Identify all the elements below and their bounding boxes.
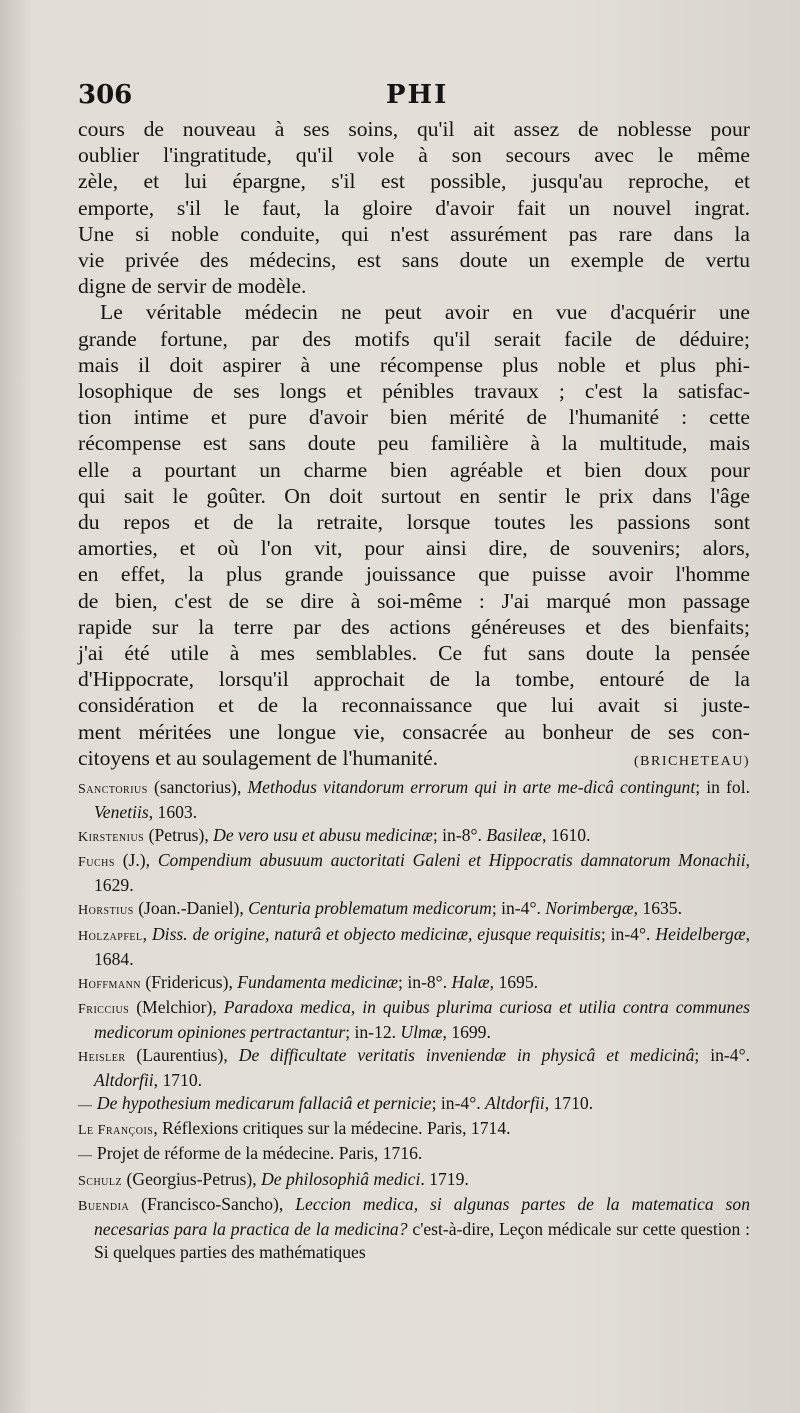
bibliography-entry: [78, 897, 750, 922]
entry-date: 1719.: [429, 1168, 469, 1189]
entry-details: ; in-4°.: [694, 1045, 751, 1066]
bibliography-entry: [78, 923, 750, 971]
entry-date: , 1635.: [633, 898, 682, 919]
entry-place: Altdorfii: [94, 1070, 154, 1091]
entry-author: Horstius: [78, 903, 134, 919]
text-line: mais il doit aspirer à une récompense plus noble et plus phi-: [78, 352, 750, 377]
entry-details: ; in-8°.: [398, 971, 452, 992]
bibliography-entry: [78, 1168, 750, 1193]
entry-place: Norimbergæ: [545, 898, 634, 919]
entry-author-detail: (J.),: [114, 850, 158, 871]
entry-details: .: [420, 1168, 430, 1189]
text-line: oublier l'ingratitude, qu'il vole à son secours avec le même: [78, 143, 750, 168]
entry-date: , 1699.: [442, 1021, 491, 1042]
entry-author: Sanctorius: [78, 782, 148, 797]
text-line: d'Hippocrate, lorsqu'il approchait de la tombe, entouré de la: [78, 667, 750, 692]
entry-title: De hypothesium medicarum fallaciâ et pernicie: [96, 1093, 432, 1114]
entry-details: ; in-4°.: [491, 898, 546, 919]
entry-details: ; in fol.: [695, 777, 750, 797]
text-line: Le véritable médecin ne peut avoir en vue d'acquérir une: [100, 300, 750, 325]
text-line: vie privée des médecins, est sans doute un exemple de vertu: [78, 248, 750, 273]
entry-author-detail: (Georgius-Petrus),: [122, 1168, 262, 1189]
entry-title: Fundamenta medicinæ: [237, 971, 399, 992]
entry-author: Hoffmann: [78, 976, 142, 992]
entry-details: Projet de réforme de la médecine. Paris, 1716.: [96, 1143, 423, 1164]
text-line: elle a pourtant un charme bien agréable et bien doux pour: [78, 457, 750, 482]
bibliography-entry: [78, 1092, 750, 1117]
page-number: 306: [78, 80, 133, 110]
bibliography-entry: [78, 1117, 750, 1142]
text-line: ment méritées une longue vie, consacrée au bonheur de ses con-: [78, 719, 750, 744]
text-line: considération et de la reconnaissance que lui avait si juste-: [78, 693, 750, 718]
bibliography-entry: [78, 849, 750, 897]
bibliography-entry: [78, 1044, 750, 1092]
entry-place: Halæ: [451, 971, 490, 992]
author-signature: (BRICHETEAU): [634, 753, 750, 769]
entry-date: , 1603.: [148, 802, 198, 823]
text-line: citoyens et au soulagement de l'humanité. (BRICHETEAU): [78, 745, 750, 771]
entry-title: Compendium abusuum auctoritati Galeni et Hippocratis damnatorum Monachii: [157, 850, 746, 871]
entry-place: Ulmæ: [400, 1021, 443, 1042]
text-line: digne de servir de modèle.: [78, 274, 307, 299]
entry-author: —: [78, 1148, 93, 1164]
text-line: du repos et de la retraite, lorsque toutes les passions sont: [78, 510, 750, 535]
text-line: rapide sur la terre par des actions généreuses et des bienfaits;: [78, 614, 750, 639]
entry-author: Schulz: [78, 1173, 123, 1189]
entry-author-detail: (Fridericus),: [141, 971, 238, 992]
entry-author-detail: ,: [142, 923, 152, 944]
bibliography: [78, 776, 750, 1264]
text-line: zèle, et lui épargne, s'il est possible, jusqu'au reproche, et: [78, 169, 750, 194]
entry-title: Leccion medica, si algunas partes de la matematica son necesarias para la practica de la medicina?: [94, 1193, 751, 1239]
body-text: [78, 116, 750, 775]
entry-title: Diss. de origine, naturâ et objecto medicinæ, ejusque requisitis: [151, 923, 601, 944]
text-line: grande fortune, par des motifs qu'il serait facile de déduire;: [78, 326, 750, 351]
bibliography-entry: [78, 1142, 750, 1167]
bibliography-entry: [78, 996, 750, 1044]
bibliography-entry: [78, 971, 750, 996]
text-line: emporte, s'il le faut, la gloire d'avoir fait un nouvel ingrat.: [78, 195, 750, 220]
entry-date: , 1710.: [544, 1093, 594, 1114]
entry-details: ; in-8°.: [432, 825, 487, 846]
entry-author: Heisler: [78, 1050, 126, 1066]
entry-title: De difficultate veritatis inveniendæ in physicâ et medicinâ: [238, 1045, 695, 1066]
text-line: récompense est sans doute peu familière à la multitude, mais: [78, 431, 750, 456]
entry-details: ; in-4°.: [600, 923, 656, 944]
entry-author: Le François: [78, 1123, 154, 1139]
running-head: PHI: [386, 80, 449, 110]
text-line: cours de nouveau à ses soins, qu'il ait assez de noblesse pour: [78, 117, 750, 141]
page-header: [78, 80, 748, 116]
entry-date: , 1684.: [94, 923, 750, 969]
entry-title: Methodus vitandorum errorum qui in arte me-dicâ contingunt: [247, 777, 696, 797]
entry-author-detail: (Laurentius),: [125, 1045, 239, 1066]
entry-author: Kirstenius: [78, 830, 145, 846]
bibliography-entry: [78, 776, 750, 824]
entry-place: Venetiis: [94, 802, 149, 823]
entry-date: , 1629.: [94, 850, 750, 896]
text-line: Une si noble conduite, qui n'est assurément pas rare dans la: [78, 221, 750, 246]
entry-details: Réflexions critiques sur la médecine. Paris, 1714.: [162, 1118, 511, 1139]
entry-date: , 1610.: [542, 825, 591, 846]
entry-place: Heidelbergæ: [655, 923, 746, 944]
entry-date: , 1710.: [153, 1070, 203, 1091]
entry-title: De vero usu et abusu medicinæ: [213, 825, 433, 846]
entry-author: Buendia: [78, 1198, 130, 1214]
entry-author: —: [78, 1098, 93, 1114]
entry-title: Centuria problematum medicorum: [248, 898, 492, 919]
entry-author: Fuchs: [78, 855, 115, 871]
text-line: qui sait le goûter. On doit surtout en sentir le prix dans l'âge: [78, 483, 750, 508]
entry-author-detail: (Joan.-Daniel),: [133, 898, 249, 919]
entry-author-detail: (Petrus),: [144, 825, 214, 846]
entry-place: Basileæ: [486, 825, 543, 846]
entry-details: ; in-4°.: [431, 1093, 486, 1114]
entry-author-detail: (Francisco-Sancho),: [129, 1193, 296, 1214]
entry-author-detail: (sanctorius),: [147, 777, 248, 797]
text-line: amorties, et où l'on vit, pour ainsi dire, de souvenirs; alors,: [78, 536, 750, 561]
entry-author-detail: ,: [153, 1118, 163, 1139]
bibliography-entry: [78, 1193, 750, 1264]
entry-place: Altdorfii: [485, 1093, 545, 1114]
entry-date: , 1695.: [489, 971, 539, 992]
text-line: j'ai été utile à mes semblables. Ce fut sans doute la pensée: [78, 641, 750, 666]
bibliography-entry: [78, 824, 750, 849]
entry-author: Holzapfel: [78, 928, 143, 944]
entry-author-detail: (Melchior),: [129, 996, 224, 1017]
entry-details: ; in-12.: [345, 1021, 401, 1042]
text-line: de bien, c'est de se dire à soi-même : J'ai marqué mon passage: [78, 588, 750, 613]
entry-title: Paradoxa medica, in quibus plurima curiosa et utilia contra communes medicorum opiniones pertractantur: [94, 996, 750, 1042]
text-line: en effet, la plus grande jouissance que puisse avoir l'homme: [78, 562, 750, 587]
text-line: tion intime et pure d'avoir bien mérité de l'humanité : cette: [78, 405, 750, 430]
text-line: losophique de ses longs et pénibles travaux ; c'est la satisfac-: [78, 379, 750, 404]
entry-author: Friccius: [78, 1001, 130, 1017]
entry-title: De philosophiâ medici: [261, 1168, 421, 1189]
entry-details: c'est-à-dire, Leçon médicale sur cette question : Si quelques parties des mathématiques: [94, 1218, 750, 1262]
